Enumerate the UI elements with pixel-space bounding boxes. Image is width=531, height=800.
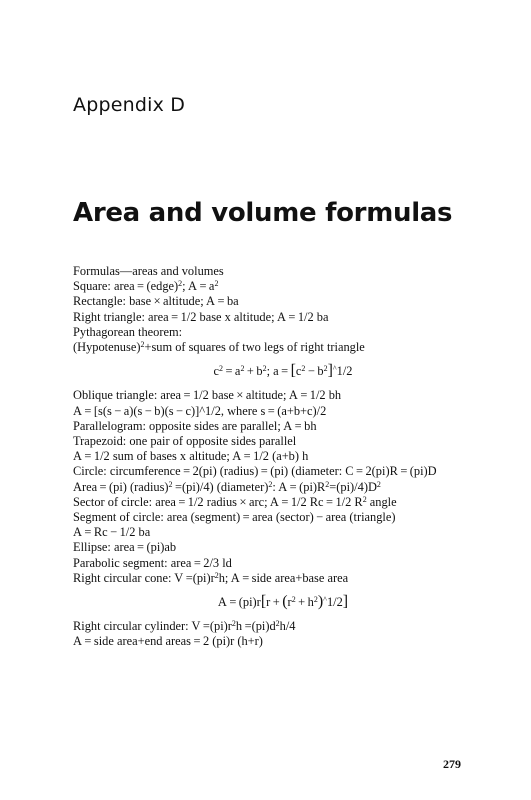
parabolic-segment-formula: Parabolic segment: area = 2/3 ld (73, 555, 232, 570)
open-bracket: [ (260, 593, 267, 611)
superscript: 2 (231, 619, 236, 629)
superscript: 2 (218, 364, 223, 374)
circle-circumference: Circle: circumference = 2(pi) (radius) = (pi) (diameter: C = 2(pi)R = (pi)D (73, 464, 437, 479)
text-run: r (287, 595, 292, 610)
text-run: c (295, 364, 302, 379)
text-run: + b (244, 364, 263, 379)
pythagorean-equation (73, 363, 493, 379)
appendix-label: Appendix D (73, 94, 186, 116)
superscript: 2 (362, 494, 367, 504)
oblique-triangle-formula: Oblique triangle: area = 1/2 base × altitude; A = 1/2 bh (73, 388, 342, 403)
chapter-title: Area and volume formulas (73, 198, 453, 228)
trapezoid-heading: Trapezoid: one pair of opposite sides parallel (73, 434, 297, 449)
text-run: (Hypotenuse) (73, 340, 141, 355)
page-number: 279 (443, 757, 461, 771)
text-run: Area = (pi) (radius) (73, 479, 169, 494)
text-run: Sector of circle: area = 1/2 radius × arc; A = 1/2 Rc = 1/2 R (73, 494, 363, 509)
right-triangle-formula: Right triangle: area = 1/2 base x altitude; A = 1/2 ba (73, 309, 329, 324)
close-bracket: ] (342, 593, 349, 611)
text-run: Right circular cone: V =(pi)r (73, 570, 215, 585)
intro-line: Formulas—areas and volumes (73, 264, 224, 278)
parallelogram-formula: Parallelogram: opposite sides are parallel; A = bh (73, 418, 317, 433)
text-run: c (213, 364, 219, 379)
text-run: − b (305, 364, 324, 379)
circle-area (73, 480, 493, 495)
text-run: A = (pi)r (217, 595, 261, 610)
superscript: 2 (301, 364, 306, 374)
superscript: 2 (325, 479, 330, 489)
cylinder-area: A = side area+end areas = 2 (pi)r (h+r) (73, 634, 263, 649)
superscript: 2 (376, 479, 381, 489)
caret: ^ (332, 364, 337, 374)
formula-body (73, 264, 493, 650)
superscript: 2 (291, 595, 296, 605)
text-run: Square: area = (edge) (73, 279, 179, 294)
superscript: 2 (268, 479, 273, 489)
text-run: 1/2 (326, 595, 343, 610)
text-run: r + (266, 595, 283, 610)
cylinder-volume (73, 619, 493, 634)
text-run: ; a = (266, 364, 291, 379)
segment-area: A = Rc − 1/2 ba (73, 525, 151, 540)
superscript: 2 (214, 279, 219, 289)
superscript: 2 (214, 570, 219, 580)
text-run: h/4 (279, 619, 296, 634)
superscript: 2 (262, 364, 267, 374)
superscript: 2 (313, 595, 318, 605)
square-formula (73, 279, 493, 294)
text-run: ; A = a (182, 279, 215, 294)
pythagorean-heading: Pythagorean theorem: (73, 324, 183, 339)
ellipse-formula: Ellipse: area = (pi)ab (73, 540, 177, 555)
text-run: h =(pi)d (235, 619, 276, 634)
sector-formula (73, 495, 493, 510)
rectangle-formula: Rectangle: base × altitude; A = ba (73, 294, 239, 309)
superscript: 2 (240, 364, 245, 374)
hypotenuse-line (73, 340, 493, 355)
superscript: 2 (168, 479, 173, 489)
text-run: angle (366, 494, 397, 509)
open-bracket: [ (290, 362, 296, 380)
text-run: Right circular cylinder: V =(pi)r (73, 619, 232, 634)
segment-formula: Segment of circle: area (segment) = area (sector) − area (triangle) (73, 510, 396, 525)
text-run: h; A = side area+base area (218, 570, 349, 585)
open-paren: ( (282, 593, 288, 611)
trapezoid-formula: A = 1/2 sum of bases x altitude; A = 1/2 (a+b) h (73, 449, 309, 464)
superscript: 2 (275, 619, 280, 629)
text-run: = a (222, 364, 241, 379)
text-run: + h (295, 595, 314, 610)
heron-formula: A = [s(s − a)(s − b)(s − c)]^1/2, where s = (a+b+c)/2 (73, 403, 327, 418)
superscript: 2 (178, 279, 183, 289)
close-bracket: ] (327, 362, 333, 380)
text-run: : A = (pi)R (272, 479, 326, 494)
superscript: 2 (140, 340, 145, 350)
text-run: 1/2 (336, 364, 353, 379)
cone-volume (73, 571, 493, 586)
text-run: =(pi)/4) (diameter) (172, 479, 269, 494)
superscript: 2 (323, 364, 328, 374)
text-run: =(pi)/4)D (329, 479, 377, 494)
caret: ^ (323, 595, 327, 605)
close-paren: ) (317, 593, 324, 611)
text-run: +sum of squares of two legs of right triangle (144, 340, 365, 355)
cone-area-equation (73, 594, 493, 610)
